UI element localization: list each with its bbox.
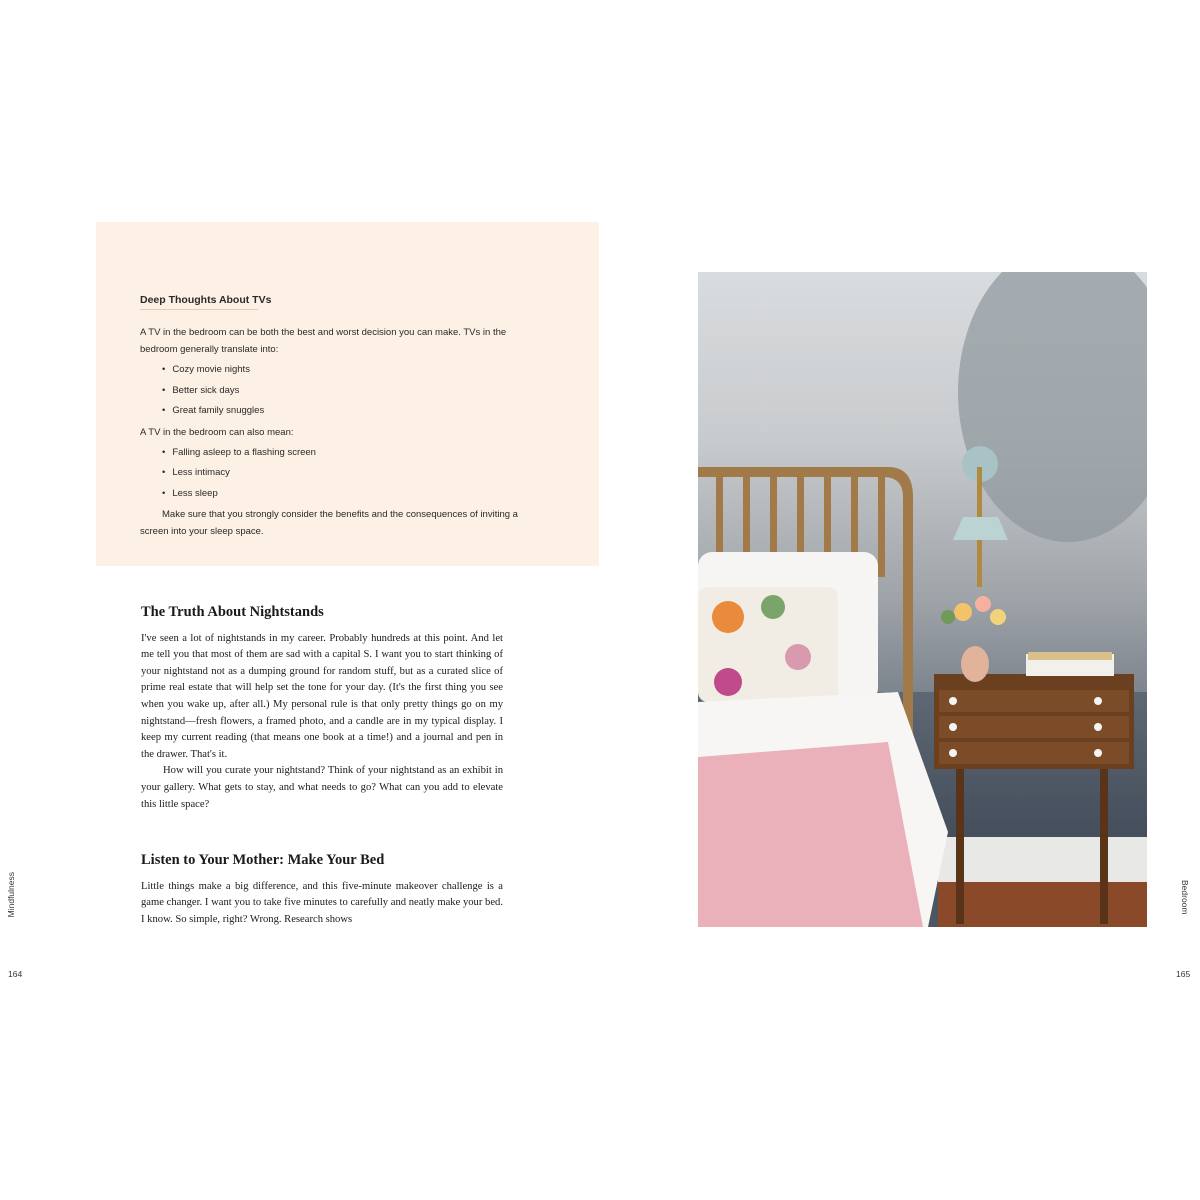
nightstands-section [141,604,503,813]
list-item: • Cozy movie nights [162,360,520,381]
section-heading: Listen to Your Mother: Make Your Bed [141,852,385,868]
sidebar-cons-intro: A TV in the bedroom can also mean: [140,426,294,438]
left-running-head: Mindfulness [6,872,16,918]
list-item: • Great family snuggles [162,401,520,422]
list-item: • Less sleep [162,484,520,505]
make-bed-section [141,852,503,928]
sidebar-rule [140,309,258,310]
left-folio: 164 [8,969,23,979]
body-paragraph: I've seen a lot of nightstands in my career. Probably hundreds at this point. And let me tell you that most of them are sad with a capital S. I want you to start thinking of your nightstand not as a dumping ground for random stuff, but as a curated slice of prime real estate that will help set the tone for your day. (It's the first thing you see when you wake up, after all.) My personal rule is that only pretty things go on my nightstand—fresh flowers, a framed photo, and a candle are in my typical display. I keep my current reading (that means one book at a time!) and a journal and pen in the drawer. That's it. [141,632,503,760]
sidebar-content [140,294,520,540]
list-item: • Falling asleep to a flashing screen [162,443,520,464]
list-item: • Less intimacy [162,463,520,484]
bedroom-photo [698,272,1147,927]
bedroom-illustration [698,272,1147,927]
list-item: • Better sick days [162,381,520,402]
sidebar-intro: A TV in the bedroom can be both the best and worst decision you can make. TVs in the bedroom generally translate into: [140,327,507,355]
tv-sidebar-box [96,222,599,566]
right-folio: 165 [1176,969,1191,979]
sidebar-title: Deep Thoughts About TVs [140,294,272,306]
body-paragraph: Little things make a big difference, and this five-minute makeover challenge is a game changer. I want you to take five minutes to carefully and neatly make your bed. I know. So simple, right? Wrong. Research shows [141,880,503,925]
body-paragraph: How will you curate your nightstand? Think of your nightstand as an exhibit in your gallery. What gets to stay, and what needs to go? What can you add to elevate this little space? [141,765,503,810]
pros-list [140,360,520,422]
right-running-head: Bedroom [1180,880,1190,915]
sidebar-closing: Make sure that you strongly consider the benefits and the consequences of inviting a screen into your sleep space. [140,509,518,537]
cons-list [140,443,520,505]
section-heading: The Truth About Nightstands [141,604,324,620]
